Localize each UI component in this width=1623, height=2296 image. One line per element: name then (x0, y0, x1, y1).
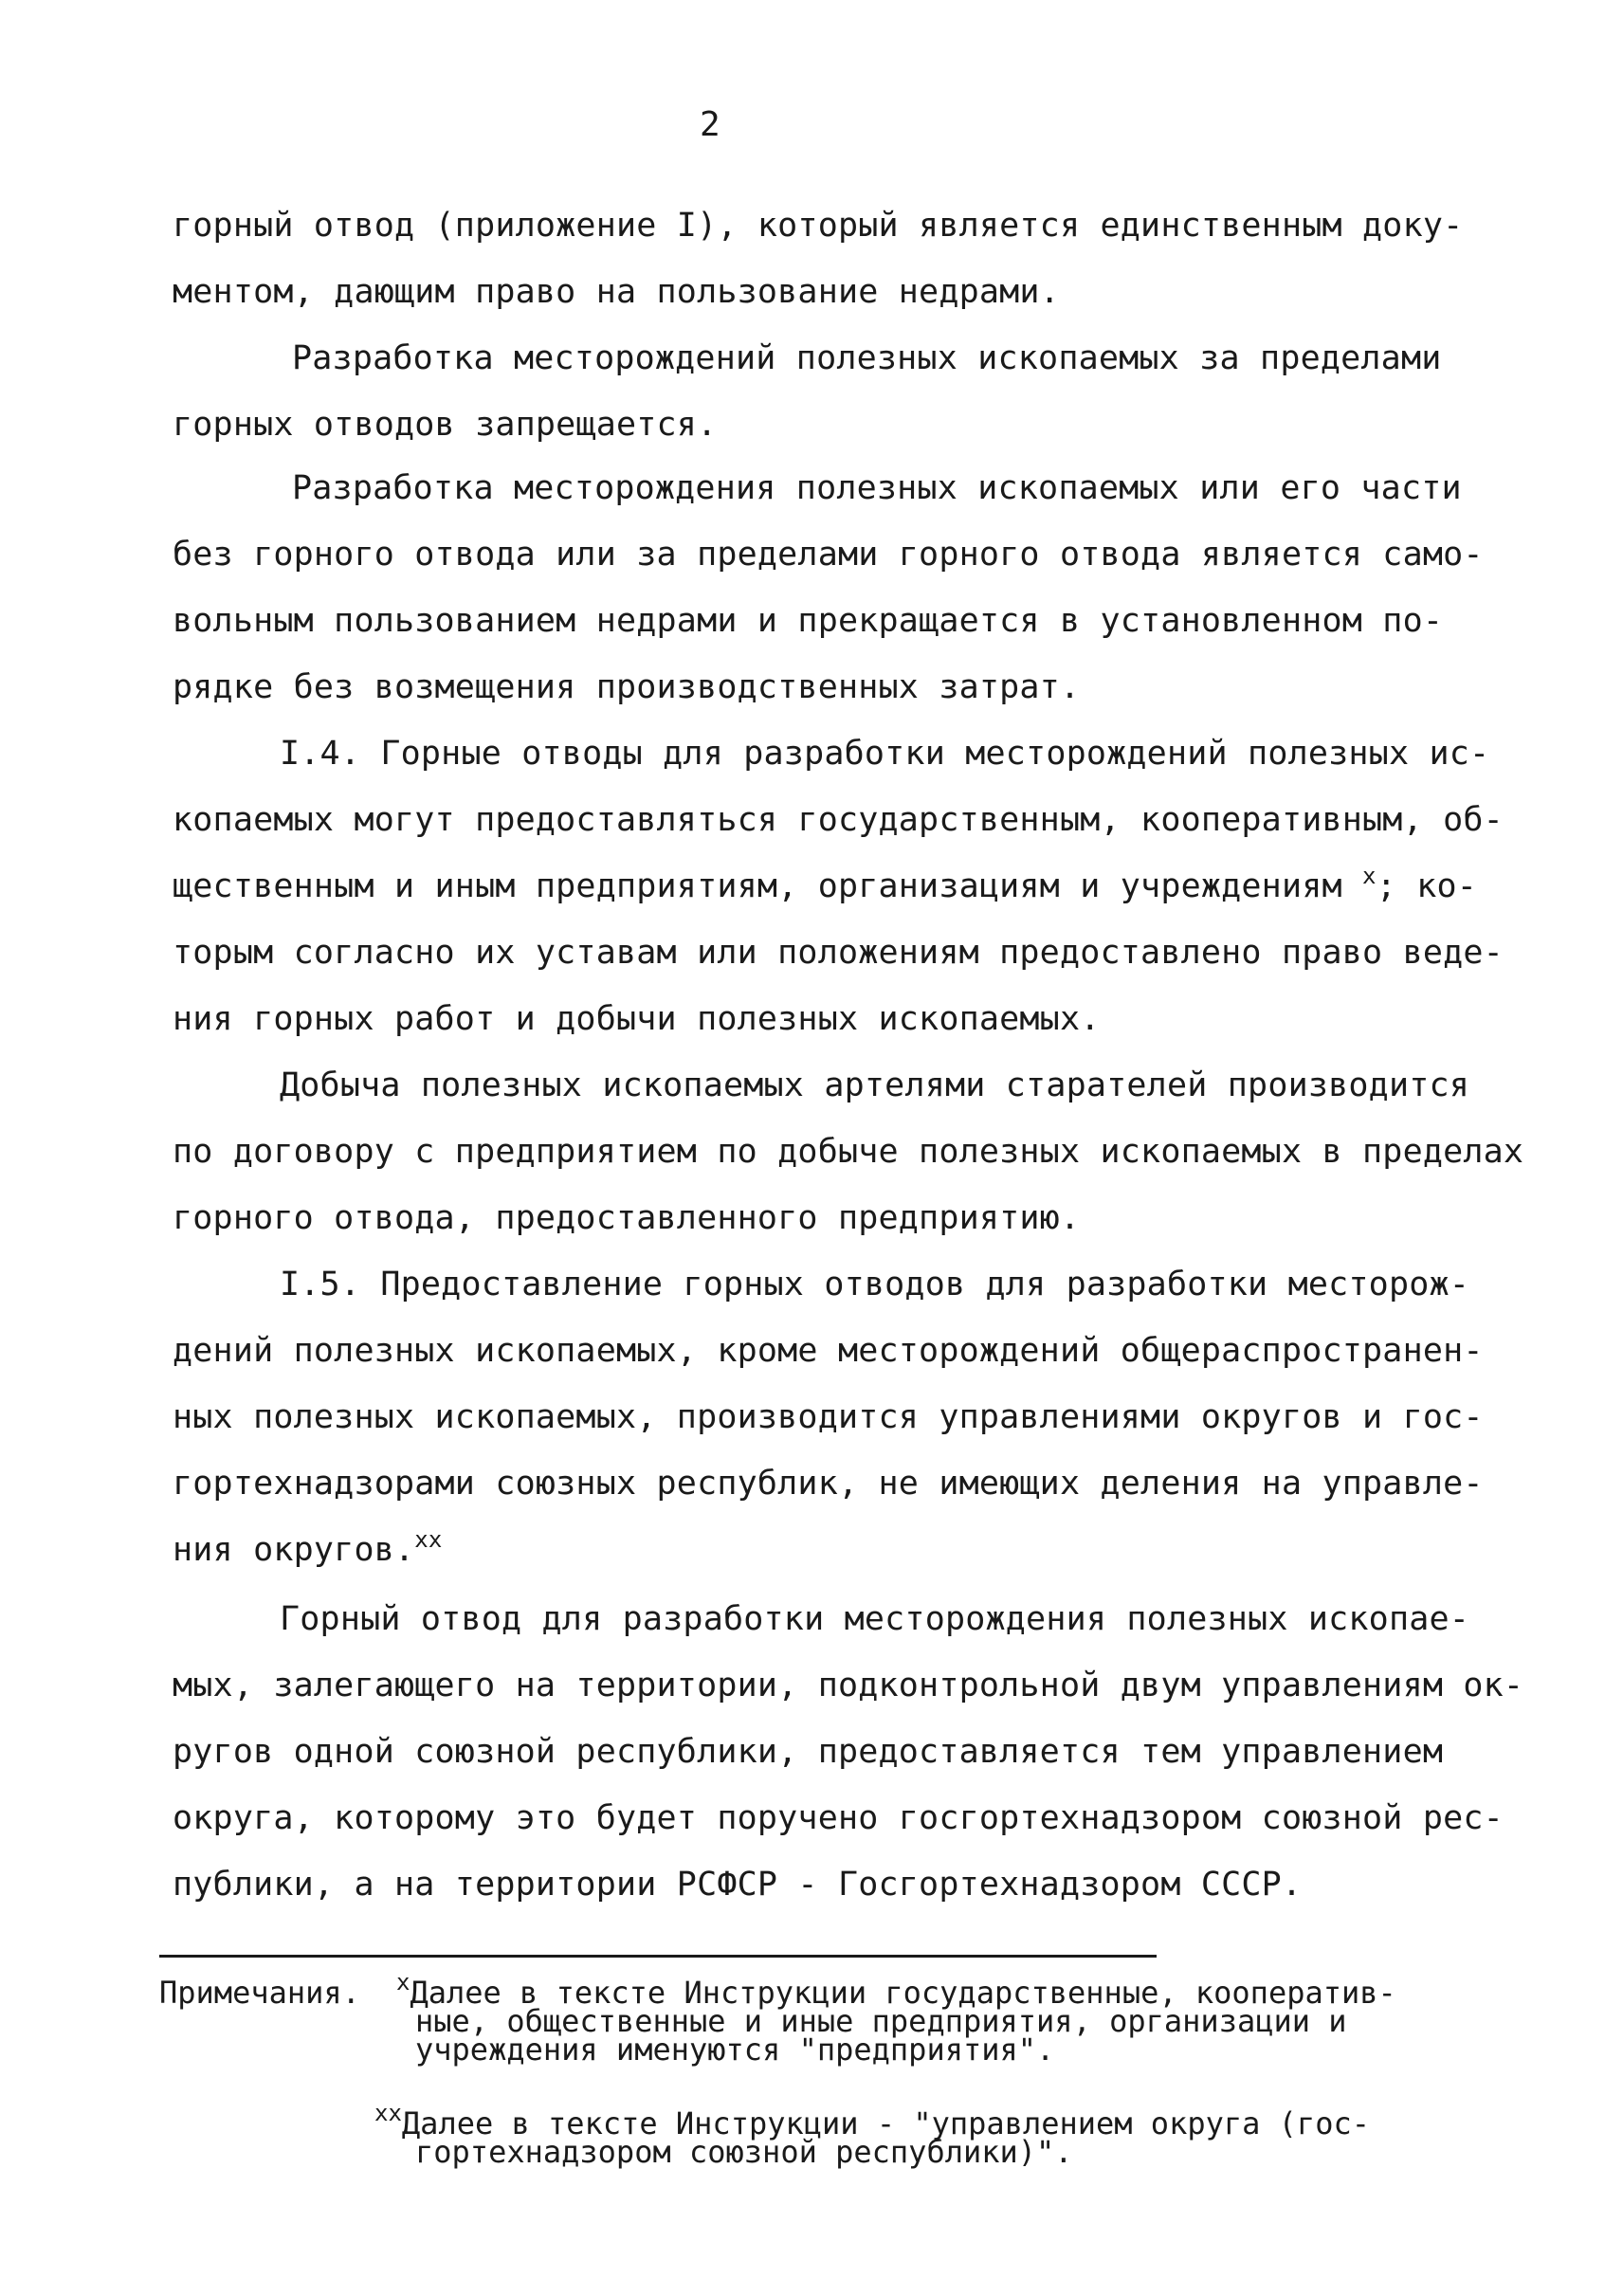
body-line: Разработка месторождений полезных ископаемых за пределами (292, 339, 1442, 377)
body-line: горный отвод (приложение I), который является единственным доку- (173, 207, 1464, 245)
body-line: ных полезных ископаемых, производится управлениями округов и гос- (173, 1398, 1484, 1436)
body-line: торым согласно их уставам или положениям предоставлено право веде- (173, 934, 1504, 972)
note-2-mark: хх (374, 2100, 402, 2126)
body-line: рядке без возмещения производственных затрат. (173, 668, 1081, 706)
note-2-line: гортехнадзором союзной республики)". (415, 2134, 1073, 2170)
body-line-text: щественным и иным предприятиям, организациям и учреждениям (173, 867, 1342, 905)
body-line: I.5. Предоставление горных отводов для разработки месторож- (280, 1266, 1470, 1303)
body-line: ругов одной союзной республики, предоставляется тем управлением (173, 1733, 1444, 1771)
body-line: без горного отвода или за пределами горного отвода является само- (173, 536, 1484, 574)
note-2-text: Далее в тексте Инструкции - "управлением округа (гос- (401, 2105, 1370, 2141)
body-line (173, 863, 1478, 908)
body-line: горных отводов запрещается. (173, 406, 718, 444)
note-1-line: ные, общественные и иные предприятия, организации и (415, 2003, 1347, 2039)
body-line: ментом, дающим право на пользование недрами. (173, 273, 1060, 311)
page-number: 2 (700, 105, 720, 144)
notes-label: Примечания. (159, 1975, 360, 2011)
note-1-text: Далее в тексте Инструкции государственные, кооператив- (410, 1975, 1396, 2011)
footnote-mark: х (1362, 863, 1377, 889)
body-line: копаемых могут предоставляться государственным, кооперативным, об- (173, 801, 1504, 839)
body-line: вольным пользованием недрами и прекращается в установленном по- (173, 602, 1444, 640)
body-line: мых, залегающего на территории, подконтрольной двум управлениям ок- (173, 1667, 1524, 1704)
body-line-text: ния округов. (173, 1531, 415, 1569)
footnote-divider (159, 1955, 1157, 1958)
body-line: дений полезных ископаемых, кроме месторождений общераспространен- (173, 1332, 1484, 1370)
body-line: округа, которому это будет поручено госгортехнадзором союзной рес- (173, 1799, 1504, 1837)
body-line: Добыча полезных ископаемых артелями старателей производится (280, 1066, 1470, 1104)
body-line: Горный отвод для разработки месторождения полезных ископае- (280, 1600, 1470, 1638)
body-line: ния горных работ и добычи полезных ископаемых. (173, 1000, 1101, 1038)
note-1-line: учреждения именуются "предприятия". (415, 2032, 1055, 2068)
footnote-mark: хх (414, 1526, 443, 1553)
body-line: горного отвода, предоставленного предприятию. (173, 1199, 1081, 1237)
body-line: I.4. Горные отводы для разработки месторождений полезных ис- (280, 735, 1490, 773)
body-line: гортехнадзорами союзных республик, не имеющих деления на управле- (173, 1465, 1484, 1503)
body-line: публики, а на территории РСФСР - Госгортехнадзором СССР. (173, 1866, 1303, 1904)
body-line: Разработка месторождения полезных ископаемых или его части (292, 469, 1462, 507)
body-line (173, 1526, 443, 1572)
body-line-tail: ; ко- (1376, 867, 1478, 905)
note-1-mark: х (396, 1969, 410, 1995)
body-line: по договору с предприятием по добыче полезных ископаемых в пределах (173, 1133, 1524, 1171)
